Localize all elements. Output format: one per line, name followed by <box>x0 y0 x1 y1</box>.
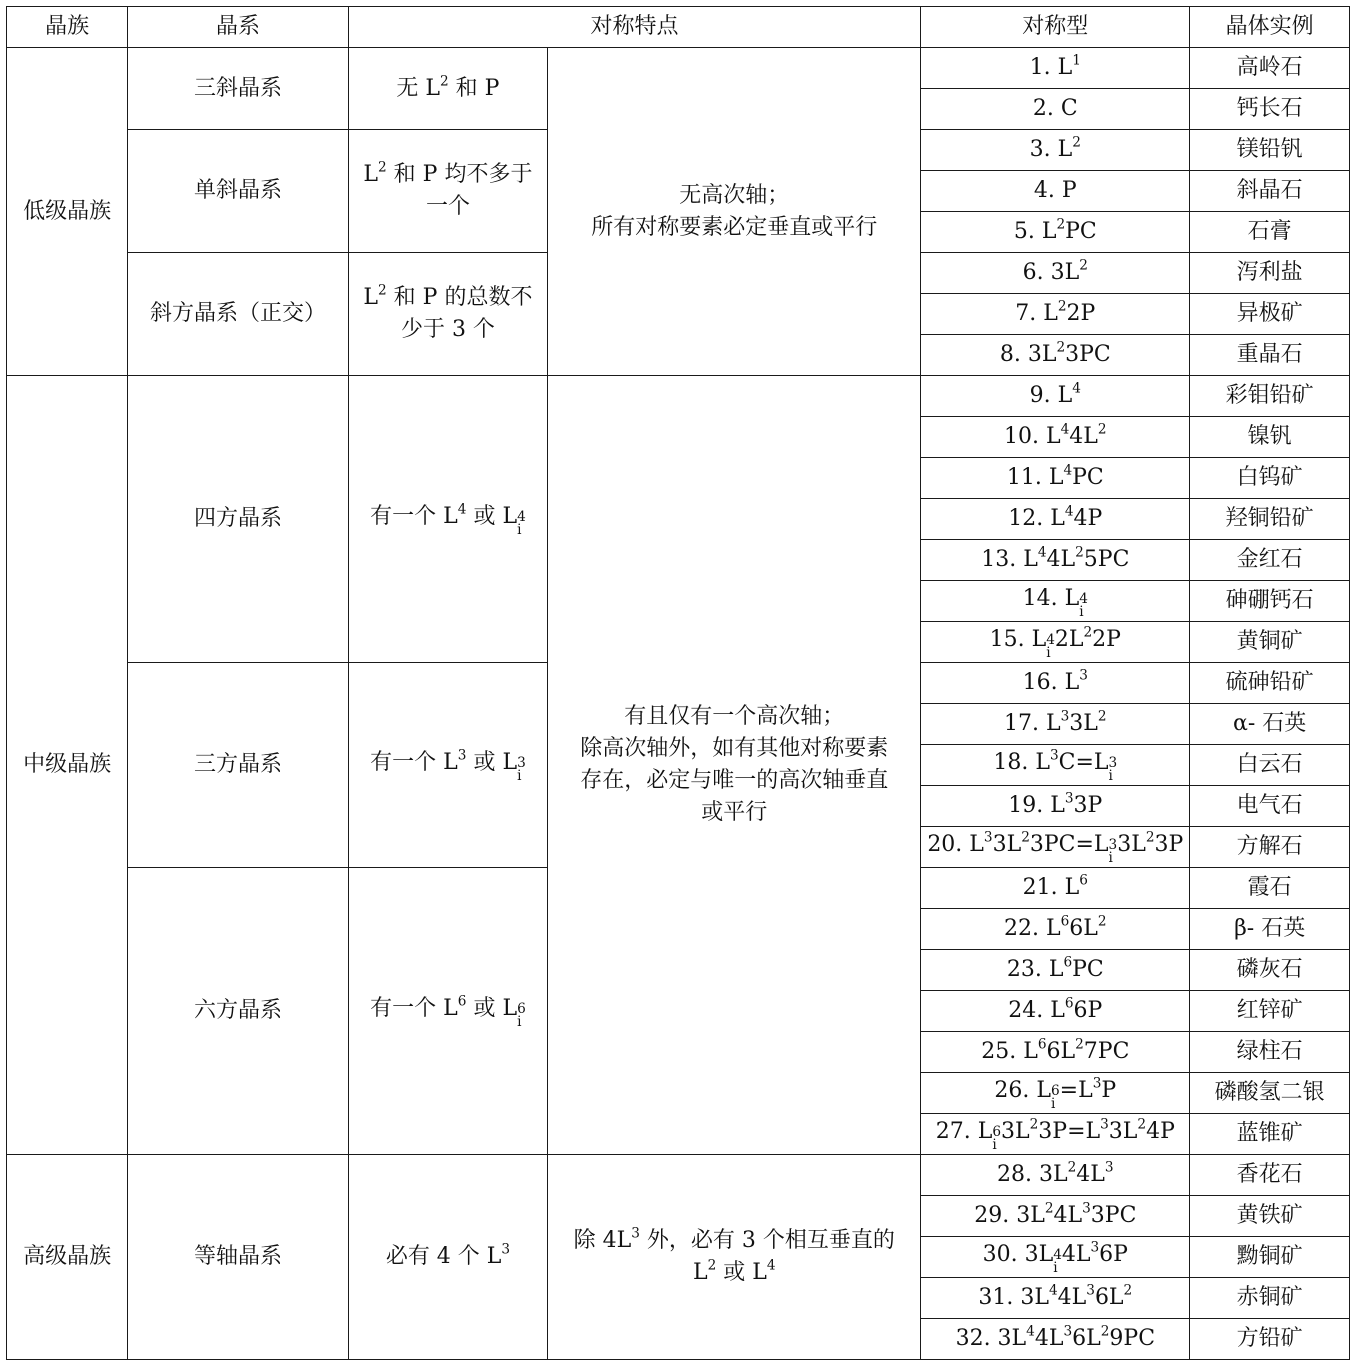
crystal-example-cell: 白云石 <box>1190 745 1350 786</box>
crystal-example-cell: 镍钒 <box>1190 417 1350 458</box>
symmetry-type-cell: 3. $L^2$ <box>921 130 1190 171</box>
symmetry-type-cell: 10. $L^44L^2$ <box>921 417 1190 458</box>
crystal-example-cell: 磷酸氢二银 <box>1190 1073 1350 1114</box>
crystal-example-cell: 镁铅钒 <box>1190 130 1350 171</box>
crystal-example-cell: 羟铜铅矿 <box>1190 499 1350 540</box>
symmetry-type-cell: 17. $L^33L^2$ <box>921 704 1190 745</box>
crystal-example-cell: 泻利盐 <box>1190 253 1350 294</box>
system-trait-cell: 必有 4 个 $L^3$ <box>348 1155 548 1360</box>
crystal-example-cell: 赤铜矿 <box>1190 1278 1350 1319</box>
crystal-example-cell: 斜晶石 <box>1190 171 1350 212</box>
crystal-example-cell: 金红石 <box>1190 540 1350 581</box>
system-trait-cell: 有一个 $L^4$ 或 L 4 i <box>348 376 548 663</box>
symmetry-type-cell: 29. $3L^24L^33PC$ <box>921 1196 1190 1237</box>
crystal-example-cell: 彩钼铅矿 <box>1190 376 1350 417</box>
symmetry-type-cell: 6. $3L^2$ <box>921 253 1190 294</box>
header-example: 晶体实例 <box>1190 7 1350 48</box>
family-cell: 中级晶族 <box>7 376 128 1155</box>
crystal-example-cell: 方解石 <box>1190 827 1350 868</box>
system-cell: 单斜晶系 <box>128 130 349 253</box>
header-symmetry-type: 对称型 <box>921 7 1190 48</box>
crystal-example-cell: 异极矿 <box>1190 294 1350 335</box>
crystal-example-cell: 电气石 <box>1190 786 1350 827</box>
symmetry-type-cell: 21. $L^6$ <box>921 868 1190 909</box>
table-row <box>7 1155 1350 1196</box>
system-cell: 等轴晶系 <box>128 1155 349 1360</box>
symmetry-type-cell: 8. $3L^23PC$ <box>921 335 1190 376</box>
crystal-example-cell: 高岭石 <box>1190 48 1350 89</box>
crystal-example-cell: 砷硼钙石 <box>1190 581 1350 622</box>
system-trait-cell: 有一个 $L^3$ 或 L 3 i <box>348 663 548 868</box>
crystal-example-cell: 黄铜矿 <box>1190 622 1350 663</box>
symmetry-type-cell: 9. $L^4$ <box>921 376 1190 417</box>
family-feature-cell: 有且仅有一个高次轴； 除高次轴外，如有其他对称要素 存在，必定与唯一的高次轴垂直 或平行 <box>548 376 921 1155</box>
crystal-example-cell: 钙长石 <box>1190 89 1350 130</box>
system-trait-cell: 有一个 $L^6$ 或 L 6 i <box>348 868 548 1155</box>
family-cell: 低级晶族 <box>7 48 128 376</box>
symmetry-type-cell: 13. $L^44L^25PC$ <box>921 540 1190 581</box>
crystal-example-cell: 黄铁矿 <box>1190 1196 1350 1237</box>
symmetry-type-cell: 30. 3L 4 i $4L^36P$ <box>921 1237 1190 1278</box>
symmetry-type-cell: 32. $3L^44L^36L^29PC$ <box>921 1319 1190 1360</box>
header-family: 晶族 <box>7 7 128 48</box>
system-cell: 四方晶系 <box>128 376 349 663</box>
symmetry-type-cell: 19. $L^33P$ <box>921 786 1190 827</box>
table-row <box>7 48 1350 89</box>
symmetry-type-cell: 22. $L^66L^2$ <box>921 909 1190 950</box>
symmetry-type-cell: 24. $L^66P$ <box>921 991 1190 1032</box>
family-feature-cell: 无高次轴； 所有对称要素必定垂直或平行 <box>548 48 921 376</box>
symmetry-type-cell: 23. $L^6PC$ <box>921 950 1190 991</box>
system-cell: 三斜晶系 <box>128 48 349 130</box>
symmetry-type-cell: 2. C <box>921 89 1190 130</box>
symmetry-type-cell: 16. $L^3$ <box>921 663 1190 704</box>
symmetry-type-cell: 5. $L^2PC$ <box>921 212 1190 253</box>
system-trait-cell: 无 $L^2$ 和 P <box>348 48 548 130</box>
symmetry-type-cell: 31. $3L^44L^36L^2$ <box>921 1278 1190 1319</box>
crystal-example-cell: 绿柱石 <box>1190 1032 1350 1073</box>
system-cell: 三方晶系 <box>128 663 349 868</box>
symmetry-type-cell: 14. L 4 i <box>921 581 1190 622</box>
table-row <box>7 376 1350 417</box>
crystal-symmetry-table <box>6 6 1350 1360</box>
symmetry-type-cell: 28. $3L^24L^3$ <box>921 1155 1190 1196</box>
system-cell: 斜方晶系（正交） <box>128 253 349 376</box>
crystal-example-cell: β- 石英 <box>1190 909 1350 950</box>
crystal-example-cell: 蓝锥矿 <box>1190 1114 1350 1155</box>
crystal-example-cell: 硫砷铅矿 <box>1190 663 1350 704</box>
crystal-example-cell: 红锌矿 <box>1190 991 1350 1032</box>
system-trait-cell: $L^2$ 和 P 均不多于 一个 <box>348 130 548 253</box>
family-feature-cell: 除 $4L^3$ 外，必有 3 个相互垂直的 $L^2$ 或 $L^4$ <box>548 1155 921 1360</box>
header-characteristics: 对称特点 <box>348 7 921 48</box>
symmetry-type-cell: 7. $L^22P$ <box>921 294 1190 335</box>
symmetry-type-cell: 12. $L^44P$ <box>921 499 1190 540</box>
symmetry-type-cell: 27. L 6 i $3L^23P=L^33L^24P$ <box>921 1114 1190 1155</box>
header-row <box>7 7 1350 48</box>
system-trait-cell: $L^2$ 和 P 的总数不 少于 3 个 <box>348 253 548 376</box>
symmetry-type-cell: 20. $L^33L^23PC=L$ 3 i $3L^23P$ <box>921 827 1190 868</box>
symmetry-type-cell: 11. $L^4PC$ <box>921 458 1190 499</box>
crystal-example-cell: 白钨矿 <box>1190 458 1350 499</box>
symmetry-type-cell: 1. $L^1$ <box>921 48 1190 89</box>
crystal-example-cell: α- 石英 <box>1190 704 1350 745</box>
symmetry-type-cell: 26. L 6 i $=L^3P$ <box>921 1073 1190 1114</box>
system-cell: 六方晶系 <box>128 868 349 1155</box>
header-system: 晶系 <box>128 7 349 48</box>
symmetry-type-cell: 15. L 4 i $2L^22P$ <box>921 622 1190 663</box>
crystal-example-cell: 方铅矿 <box>1190 1319 1350 1360</box>
crystal-example-cell: 石膏 <box>1190 212 1350 253</box>
crystal-example-cell: 霞石 <box>1190 868 1350 909</box>
symmetry-type-cell: 4. P <box>921 171 1190 212</box>
family-cell: 高级晶族 <box>7 1155 128 1360</box>
crystal-example-cell: 重晶石 <box>1190 335 1350 376</box>
crystal-example-cell: 香花石 <box>1190 1155 1350 1196</box>
symmetry-type-cell: 18. $L^3C=L$ 3 i <box>921 745 1190 786</box>
symmetry-type-cell: 25. $L^66L^27PC$ <box>921 1032 1190 1073</box>
crystal-example-cell: 黝铜矿 <box>1190 1237 1350 1278</box>
crystal-example-cell: 磷灰石 <box>1190 950 1350 991</box>
